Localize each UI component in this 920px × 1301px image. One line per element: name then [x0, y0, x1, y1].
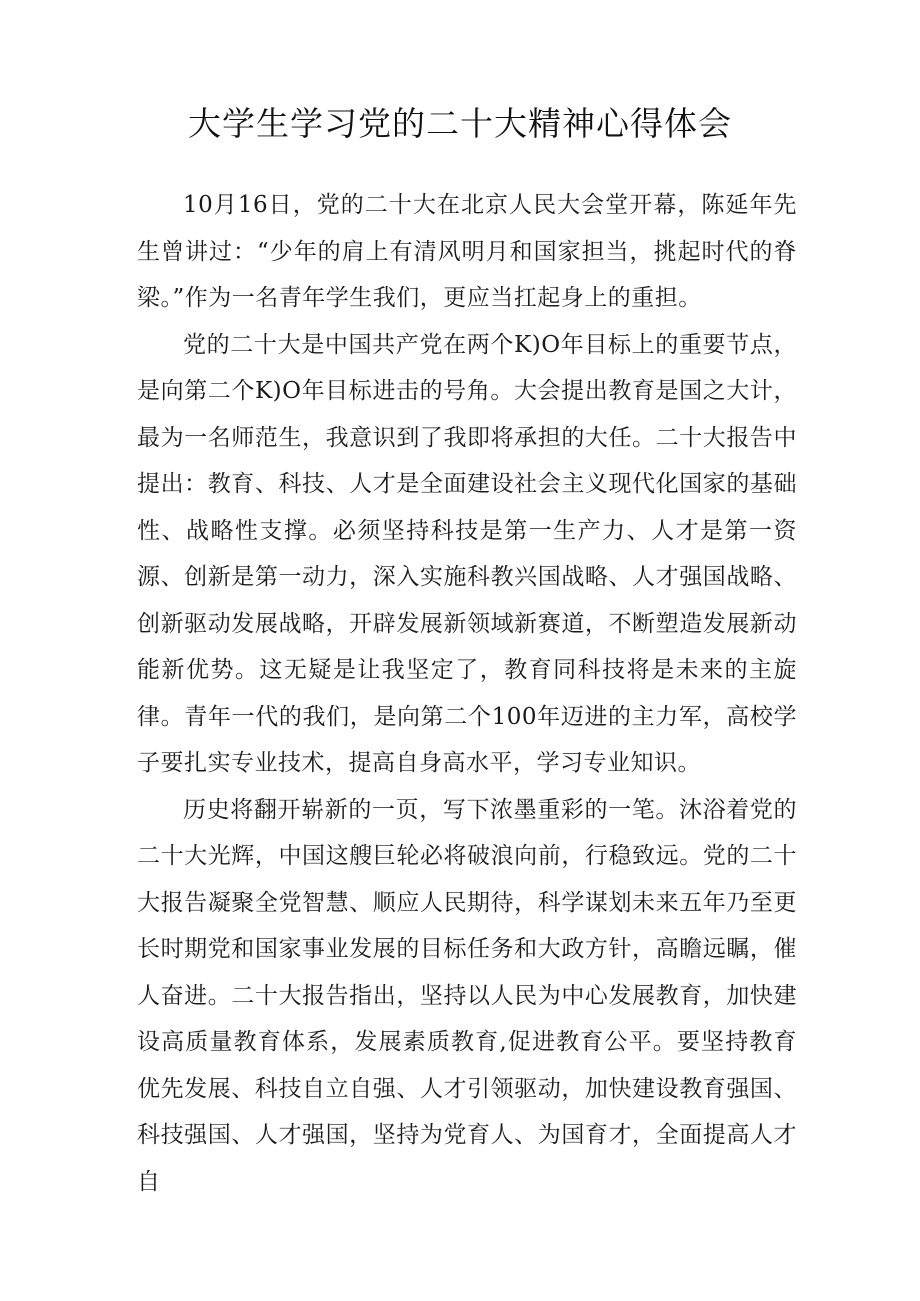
- paragraph-1: 10月16日，党的二十大在北京人民大会堂开幕，陈延年先生曾讲过：“少年的肩上有清风明月和国家担当，挑起时代的脊梁。”作为一名青年学生我们，更应当扛起身上的重担。: [137, 192, 797, 311]
- document-title: 大学生学习党的二十大精神心得体会: [188, 104, 732, 143]
- paragraph-2: 党的二十大是中国共产党在两个K)O年目标上的重要节点，是向第二个K)O年目标进击的号角。大会提出教育是国之大计，最为一名师范生，我意识到了我即将承担的大任。二十大报告中提出：教育、科技、人才是全面建设社会主义现代化国家的基础性、战略性支撑。必须坚持科技是第一生产力、人才是第一资源、创新是第一动力，深入实施科教兴国战略、人才强国战略、创新驱动发展战略，开辟发展新领域新赛道，不断塑造发展新动能新优势。这无疑是让我坚定了，教育同科技将是未来的主旋律。青年一代的我们，是向第二个100年迈进的主力军，高校学子要扎实专业技术，提高自身高水平，学习专业知识。: [137, 331, 797, 776]
- document-body: [137, 182, 797, 1205]
- paragraph-3: 历史将翻开崭新的一页，写下浓墨重彩的一笔。沐浴着党的二十大光辉，中国这艘巨轮必将破浪向前，行稳致远。党的二十大报告凝聚全党智慧、顺应人民期待，科学谋划未来五年乃至更长时期党和国家事业发展的目标任务和大政方针，高瞻远瞩，催人奋进。二十大报告指出，坚持以人民为中心发展教育，加快建设高质量教育体系，发展素质教育,促进教育公平。要坚持教育优先发展、科技自立自强、人才引领驱动，加快建设教育强国、科技强国、人才强国，坚持为党育人、为国育才，全面提高人才自: [137, 796, 797, 1195]
